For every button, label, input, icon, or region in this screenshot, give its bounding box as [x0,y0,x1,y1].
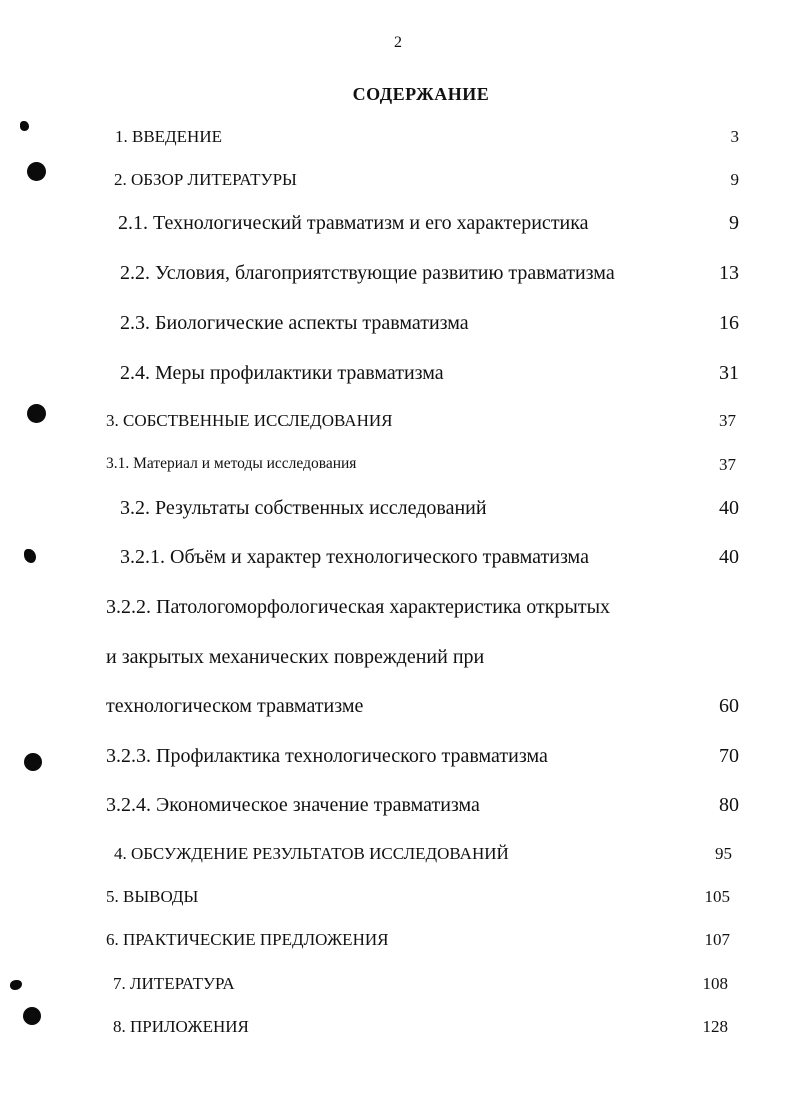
toc-entry-page: 60 [719,695,739,717]
toc-entry-text: 3. СОБСТВЕННЫЕ ИССЛЕДОВАНИЯ [106,411,393,430]
page-number: 2 [394,34,402,51]
toc-entry-text: и закрытых механических повреждений при [106,646,485,668]
toc-entry-text: 3.2.1. Объём и характер технологического травматизма [120,546,589,568]
toc-entry-text: технологическом травматизме [106,695,364,717]
toc-entry-page: 40 [719,546,739,568]
toc-entry-page: 128 [702,1017,728,1036]
toc-entry-text: 5. ВЫВОДЫ [106,887,199,906]
toc-entry [0,974,796,996]
toc-entry [0,695,796,721]
toc-entry [0,262,796,288]
toc-entry-page: 9 [730,170,739,189]
toc-entry-text: 1. ВВЕДЕНИЕ [115,127,222,146]
toc-entry [0,170,796,192]
toc-entry [0,745,796,771]
toc-entry-text: 4. ОБСУЖДЕНИЕ РЕЗУЛЬТАТОВ ИССЛЕДОВАНИЙ [114,844,509,863]
toc-entry [0,794,796,820]
toc-entry [0,127,796,149]
toc-entry-page: 105 [704,887,730,906]
toc-entry [0,455,796,477]
toc-entry-text: 3.2.2. Патологоморфологическая характеристика открытых [106,596,611,618]
toc-entry [0,887,796,909]
toc-entry-text: 3.2. Результаты собственных исследований [120,497,487,519]
toc-entry [0,930,796,952]
toc-entry [0,646,796,672]
toc-entry-text: 7. ЛИТЕРАТУРА [113,974,235,993]
toc-entry-text: 8. ПРИЛОЖЕНИЯ [113,1017,249,1036]
toc-entry [0,596,796,622]
toc-entry-page: 13 [719,262,739,284]
toc-entry [0,312,796,338]
toc-entry-page: 16 [719,312,739,334]
toc-entry-text: 2. ОБЗОР ЛИТЕРАТУРЫ [114,170,297,189]
toc-entry-text: 2.1. Технологический травматизм и его характеристика [118,212,589,234]
toc-entry [0,212,796,238]
toc-entry-text: 2.3. Биологические аспекты травматизма [120,312,469,334]
toc-entry-page: 37 [719,411,736,430]
toc-entry-text: 6. ПРАКТИЧЕСКИЕ ПРЕДЛОЖЕНИЯ [106,930,389,949]
toc-entry-page: 70 [719,745,739,767]
toc-entry [0,546,796,572]
toc-entry-text: 3.2.3. Профилактика технологического травматизма [106,745,548,767]
page-title: СОДЕРЖАНИЕ [352,84,490,104]
toc-entry-text: 3.1. Материал и методы исследования [106,455,357,472]
toc-entry [0,497,796,523]
toc-entry-page: 40 [719,497,739,519]
toc-entry-text: 3.2.4. Экономическое значение травматизма [106,794,480,816]
toc-entry-page: 95 [715,844,732,863]
toc-entry-page: 3 [730,127,739,146]
toc-entry [0,411,796,433]
toc-entry [0,362,796,388]
toc-entry-text: 2.4. Меры профилактики травматизма [120,362,444,384]
toc-entry-page: 80 [719,794,739,816]
toc-entry-page: 107 [704,930,730,949]
toc-entry [0,1017,796,1039]
toc-entry-page: 37 [719,455,736,474]
toc-entry-page: 108 [702,974,728,993]
toc-entry-page: 9 [729,212,739,234]
toc-entry [0,844,796,866]
toc-entry-page: 31 [719,362,739,384]
toc-entry-text: 2.2. Условия, благоприятствующие развитию травматизма [120,262,615,284]
